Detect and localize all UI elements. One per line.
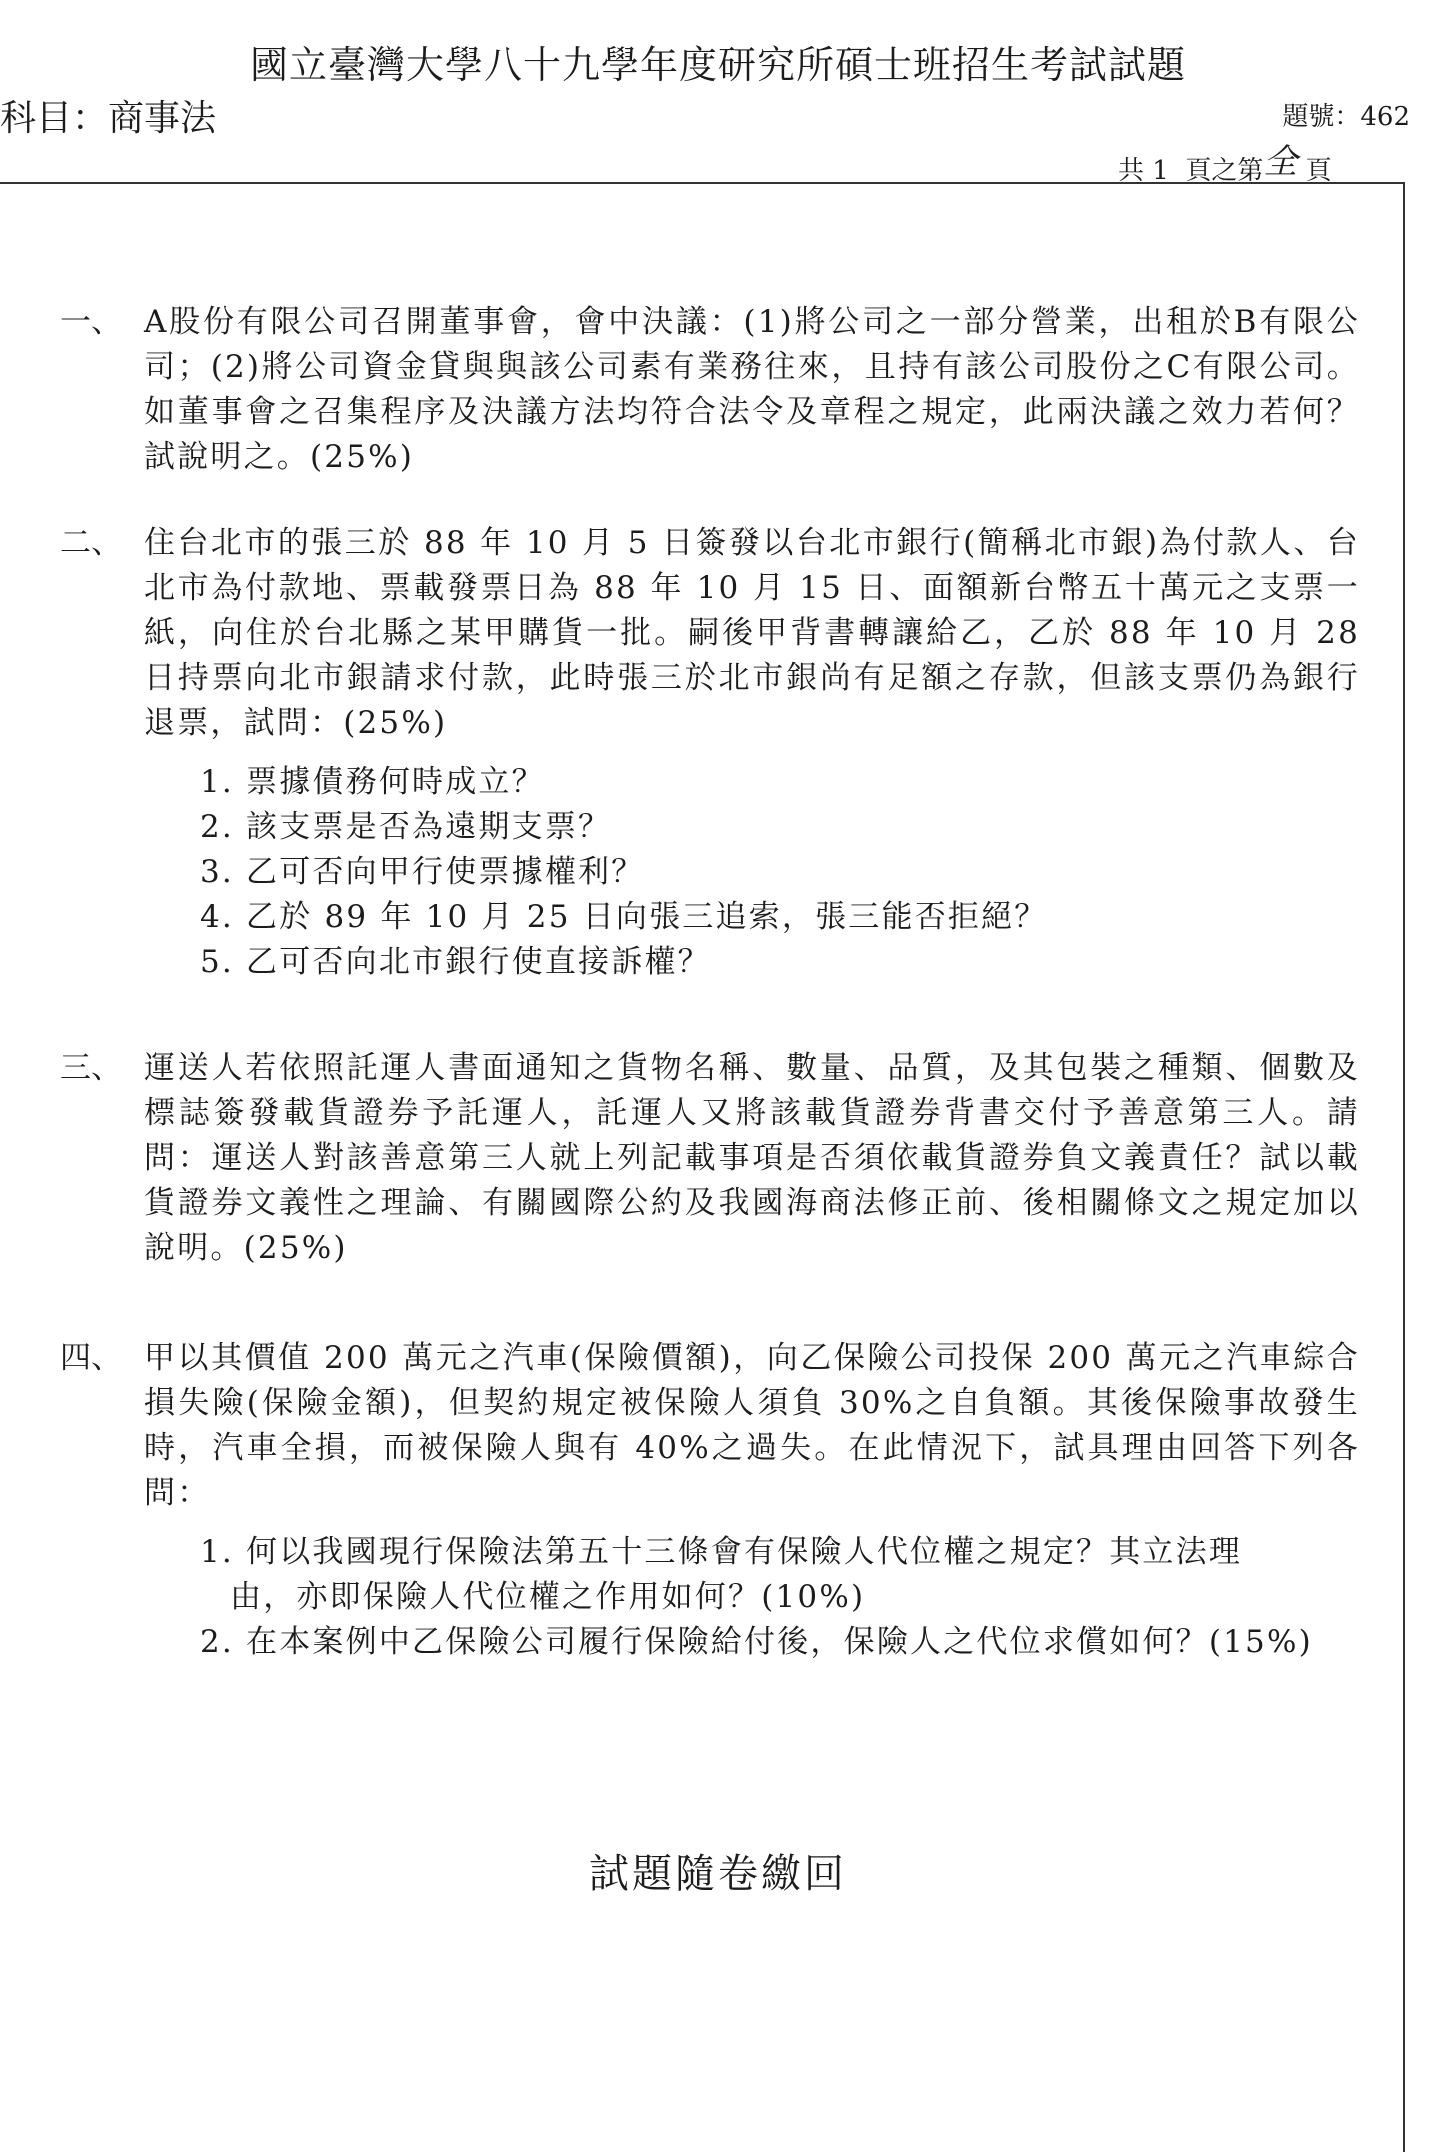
sub-question-continuation [200,1575,1360,1620]
question-text: A股份有限公司召開董事會，會中決議：(1)將公司之一部分營業，出租於B有限公司；(2)將公司資金貸與與該公司素有業務往來，且持有該公司股份之C有限公司。如董事會之召集程序及決議方法均符合法令及章程之規定，此兩決議之效力若何？試說明之。(25%) [144,304,1360,475]
sub-question: 3. 乙可否向甲行使票據權利？ [200,854,645,890]
page-count-handwritten: 全 [1263,142,1298,182]
page-count-suffix: 頁 [1297,156,1332,186]
sub-question-continuation-text: 由，亦即保險人代位權之作用如何？(10%) [230,1579,866,1615]
question-number: 四、 [60,1340,122,1376]
sub-question: 5. 乙可否向北市銀行使直接訴權？ [200,944,711,980]
question-3 [60,1046,1360,1271]
page-count-prefix: 共 1 頁之第 [1118,156,1264,186]
question-number: 三、 [60,1050,122,1086]
question-text: 甲以其價值 200 萬元之汽車(保險價額)，向乙保險公司投保 200 萬元之汽車綜合損失險(保險金額)，但契約規定被保險人須負 30%之自負額。其後保險事故發生時，汽車全損，而被保險人與有 40%之過失。在此情況下，試具理由回答下列各問： [144,1340,1360,1511]
footer-note: 試題隨卷繳回 [589,1851,847,1897]
question-number: 二、 [60,525,122,561]
sub-question: 2. 該支票是否為遠期支票？ [200,809,612,845]
question-1 [60,300,1360,480]
question-text: 住台北市的張三於 88 年 10 月 5 日簽發以台北市銀行(簡稱北市銀)為付款人、台北市為付款地、票載發票日為 88 年 10 月 15 日、面額新台幣五十萬元之支票一紙，向住於台北縣之某甲購貨一批。嗣後甲背書轉讓給乙，乙於 88 年 10 月 28 日持票向北市銀請求付款，此時張三於北市銀尚有足額之存款，但該支票仍為銀行退票，試問：(25%) [144,525,1360,741]
question-4 [60,1336,1360,1665]
sub-question: 1. 票據債務何時成立？ [200,764,545,800]
sub-question-list [200,760,1360,985]
sub-question: 4. 乙於 89 年 10 月 25 日向張三追索，張三能否拒絕？ [200,899,1048,935]
subject-label: 科目：商事法 [0,98,217,139]
sub-question: 2. 在本案例中乙保險公司履行保險給付後，保險人之代位求償如何？(15%) [200,1624,1313,1660]
question-text: 運送人若依照託運人書面通知之貨物名稱、數量、品質，及其包裝之種類、個數及標誌簽發載貨證券予託運人，託運人又將該載貨證券背書交付予善意第三人。請問：運送人對該善意第三人就上列記載事項是否須依載貨證券負文義責任？試以載貨證券文義性之理論、有關國際公約及我國海商法修正前、後相關條文之規定加以說明。(25%) [144,1050,1360,1266]
exam-title: 國立臺灣大學八十九學年度研究所碩士班招生考試試題 [249,43,1186,87]
sub-question: 1. 何以我國現行保險法第五十三條會有保險人代位權之規定？其立法理 [200,1534,1243,1570]
question-number: 一、 [60,304,122,340]
exam-number: 題號：462 [1282,102,1410,132]
sub-question-list [200,1530,1360,1665]
question-2 [60,521,1360,985]
